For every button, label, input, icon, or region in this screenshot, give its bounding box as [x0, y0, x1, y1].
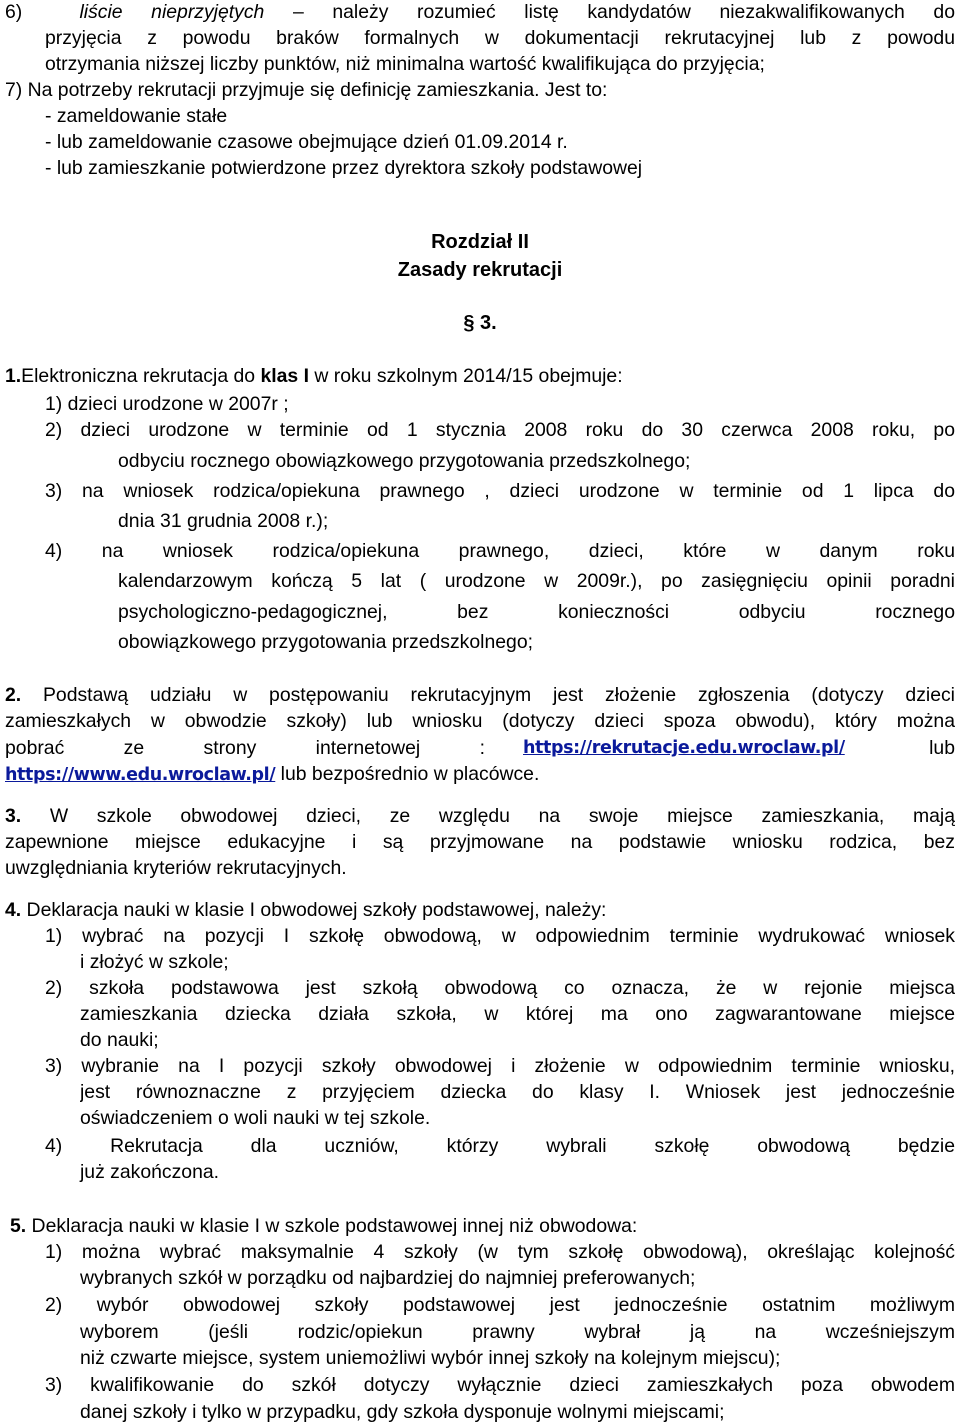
point-4-item-3-line-1: 3) wybranie na I pozycji szkoły obwodowej i złożenie w odpowiednim terminie wniosku, — [45, 1055, 955, 1077]
section-number: § 3. — [463, 312, 497, 334]
point-text: Podstawą udziału w postępowaniu rekrutacyjnym jest złożenie zgłoszenia (dotyczy dzieci — [21, 684, 955, 706]
or-text: lub — [929, 737, 955, 759]
point-1-lead — [5, 364, 623, 388]
point-number: 5. — [10, 1215, 27, 1237]
point-1-item-3-line-1: 3) na wniosek rodzica/opiekuna prawnego , dzieci urodzone w terminie od 1 lipca do — [45, 480, 955, 502]
point-1-item-4-line-1: 4) na wniosek rodzica/opiekuna prawnego, dzieci, które w danym roku — [45, 540, 955, 562]
point-2-line-1 — [5, 683, 955, 707]
point-1-item-2-line-2: odbyciu rocznego obowiązkowego przygotowania przedszkolnego; — [118, 450, 691, 472]
rekrutacje-link[interactable]: https://rekrutacje.edu.wroclaw.pl/ — [523, 738, 845, 758]
point-2-line-4 — [5, 762, 539, 787]
list-number: 6) — [5, 1, 23, 23]
point-4-item-2-line-2: zamieszkania dziecka działa szkoła, w której ma ono zagwarantowane miejsce — [80, 1003, 955, 1025]
chapter-title: Rozdział II — [431, 231, 529, 253]
chapter-subtitle: Zasady rekrutacji — [397, 259, 563, 281]
point-number: 4. — [5, 899, 22, 921]
point-3-line-1 — [5, 804, 955, 828]
point-4-item-3-line-2: jest równoznaczne z przyjęciem dziecka do klasy I. Wniosek jest jednocześnie — [80, 1081, 955, 1103]
point-5-item-1-line-2: wybranych szkół w porządku od najbardziej do najmniej preferowanych; — [80, 1267, 696, 1289]
point-text: w roku szkolnym 2014/15 obejmuje: — [308, 365, 623, 387]
residence-definition-3: - lub zamieszkanie potwierdzone przez dyrektora szkoły podstawowej — [45, 157, 643, 179]
point-number: 1. — [5, 365, 22, 387]
point-5-item-3-line-2: danej szkoły i tylko w przypadku, gdy szkoła dysponuje wolnymi miejscami; — [80, 1401, 725, 1423]
point-4-item-1-line-2: i złożyć w szkole; — [80, 951, 229, 973]
residence-definition-2: - lub zameldowanie czasowe obejmujące dzień 01.09.2014 r. — [45, 131, 568, 153]
residence-definition-1: - zameldowanie stałe — [45, 105, 228, 127]
point-text: Elektroniczna rekrutacja do — [21, 365, 261, 387]
point-bold-text: klas I — [260, 365, 309, 387]
point-1-item-4-line-2: kalendarzowym kończą 5 lat ( urodzone w 2009r.), po zasięgnięciu opinii poradni — [118, 570, 955, 592]
point-4-item-2-line-3: do nauki; — [80, 1029, 159, 1051]
point-4-item-4-line-2: już zakończona. — [80, 1161, 220, 1183]
list-item-6-line-2: przyjęcia z powodu braków formalnych w dokumentacji rekrutacyjnej lub z powodu — [45, 27, 955, 49]
point-3-line-3: uwzględniania kryteriów rekrutacyjnych. — [5, 857, 347, 879]
point-1-item-4-line-3: psychologiczno-pedagogicznej, bez konieczności odbyciu rocznego — [118, 601, 955, 623]
point-text: Deklaracja nauki w klasie I obwodowej szkoły podstawowej, należy: — [21, 899, 607, 921]
point-4-item-4-line-1: 4) Rekrutacja dla uczniów, którzy wybrali szkołę obwodową będzie — [45, 1135, 955, 1157]
point-5-item-1-line-1: 1) można wybrać maksymalnie 4 szkoły (w tym szkołę obwodową), określając kolejność — [45, 1241, 955, 1263]
point-1-item-1: 1) dzieci urodzone w 2007r ; — [45, 393, 289, 415]
list-item-text: – należy rozumieć listę kandydatów niezakwalifikowanych do — [264, 1, 955, 23]
point-text: W szkole obwodowej dzieci, ze względu na swoje miejsce zamieszkania, mają — [21, 805, 955, 827]
point-4-item-3-line-3: oświadczeniem o woli nauki w tej szkole. — [80, 1107, 431, 1129]
point-5-item-2-line-1: 2) wybór obwodowej szkoły podstawowej jest jednocześnie ostatnim możliwym — [45, 1294, 955, 1316]
point-5-item-2-line-2: wyborem (jeśli rodzic/opiekun prawny wybrał ją na wcześniejszym — [80, 1321, 955, 1343]
point-text: lub bezpośrednio w placówce. — [275, 763, 540, 785]
edu-wroclaw-link[interactable]: https://www.edu.wroclaw.pl/ — [5, 765, 276, 785]
point-number: 3. — [5, 805, 22, 827]
point-number: 2. — [5, 684, 22, 706]
list-item-6-line-3: otrzymania niższej liczby punktów, niż minimalna wartość kwalifikująca do przyjęcia; — [45, 53, 765, 75]
defined-term: liście nieprzyjętych — [79, 1, 265, 23]
point-3-line-2: zapewnione miejsce edukacyjne i są przyjmowane na podstawie wniosku rodzica, bez — [5, 831, 955, 853]
point-4-item-2-line-1: 2) szkoła podstawowa jest szkołą obwodową co oznacza, że w rejonie miejsca — [45, 977, 955, 999]
point-4-item-1-line-1: 1) wybrać na pozycji I szkołę obwodową, w odpowiednim terminie wydrukować wniosek — [45, 925, 955, 947]
list-item-6-line-1 — [5, 0, 955, 24]
point-1-item-4-line-4: obowiązkowego przygotowania przedszkolnego; — [118, 631, 533, 653]
point-4-lead — [5, 898, 606, 922]
point-text: Deklaracja nauki w klasie I w szkole podstawowej innej niż obwodowa: — [26, 1215, 638, 1237]
point-5-item-3-line-1: 3) kwalifikowanie do szkół dotyczy wyłącznie dzieci zamieszkałych poza obwodem — [45, 1374, 955, 1396]
point-2-line-2: zamieszkałych w obwodzie szkoły) lub wniosku (dotyczy dzieci spoza obwodu), który można — [5, 710, 955, 732]
point-1-item-3-line-2: dnia 31 grudnia 2008 r.); — [118, 510, 329, 532]
point-1-item-2-line-1: 2) dzieci urodzone w terminie od 1 stycznia 2008 roku do 30 czerwca 2008 roku, po — [45, 419, 955, 441]
point-5-item-2-line-3: niż czwarte miejsce, system uniemożliwi wybór innej szkoły na kolejnym miejscu); — [80, 1347, 781, 1369]
list-item-7-line-1: 7) Na potrzeby rekrutacji przyjmuje się definicję zamieszkania. Jest to: — [5, 79, 608, 101]
point-2-line-3 — [5, 736, 955, 760]
point-2-line-3-text: pobrać ze strony internetowej : — [5, 737, 485, 759]
point-5-lead — [10, 1214, 637, 1238]
